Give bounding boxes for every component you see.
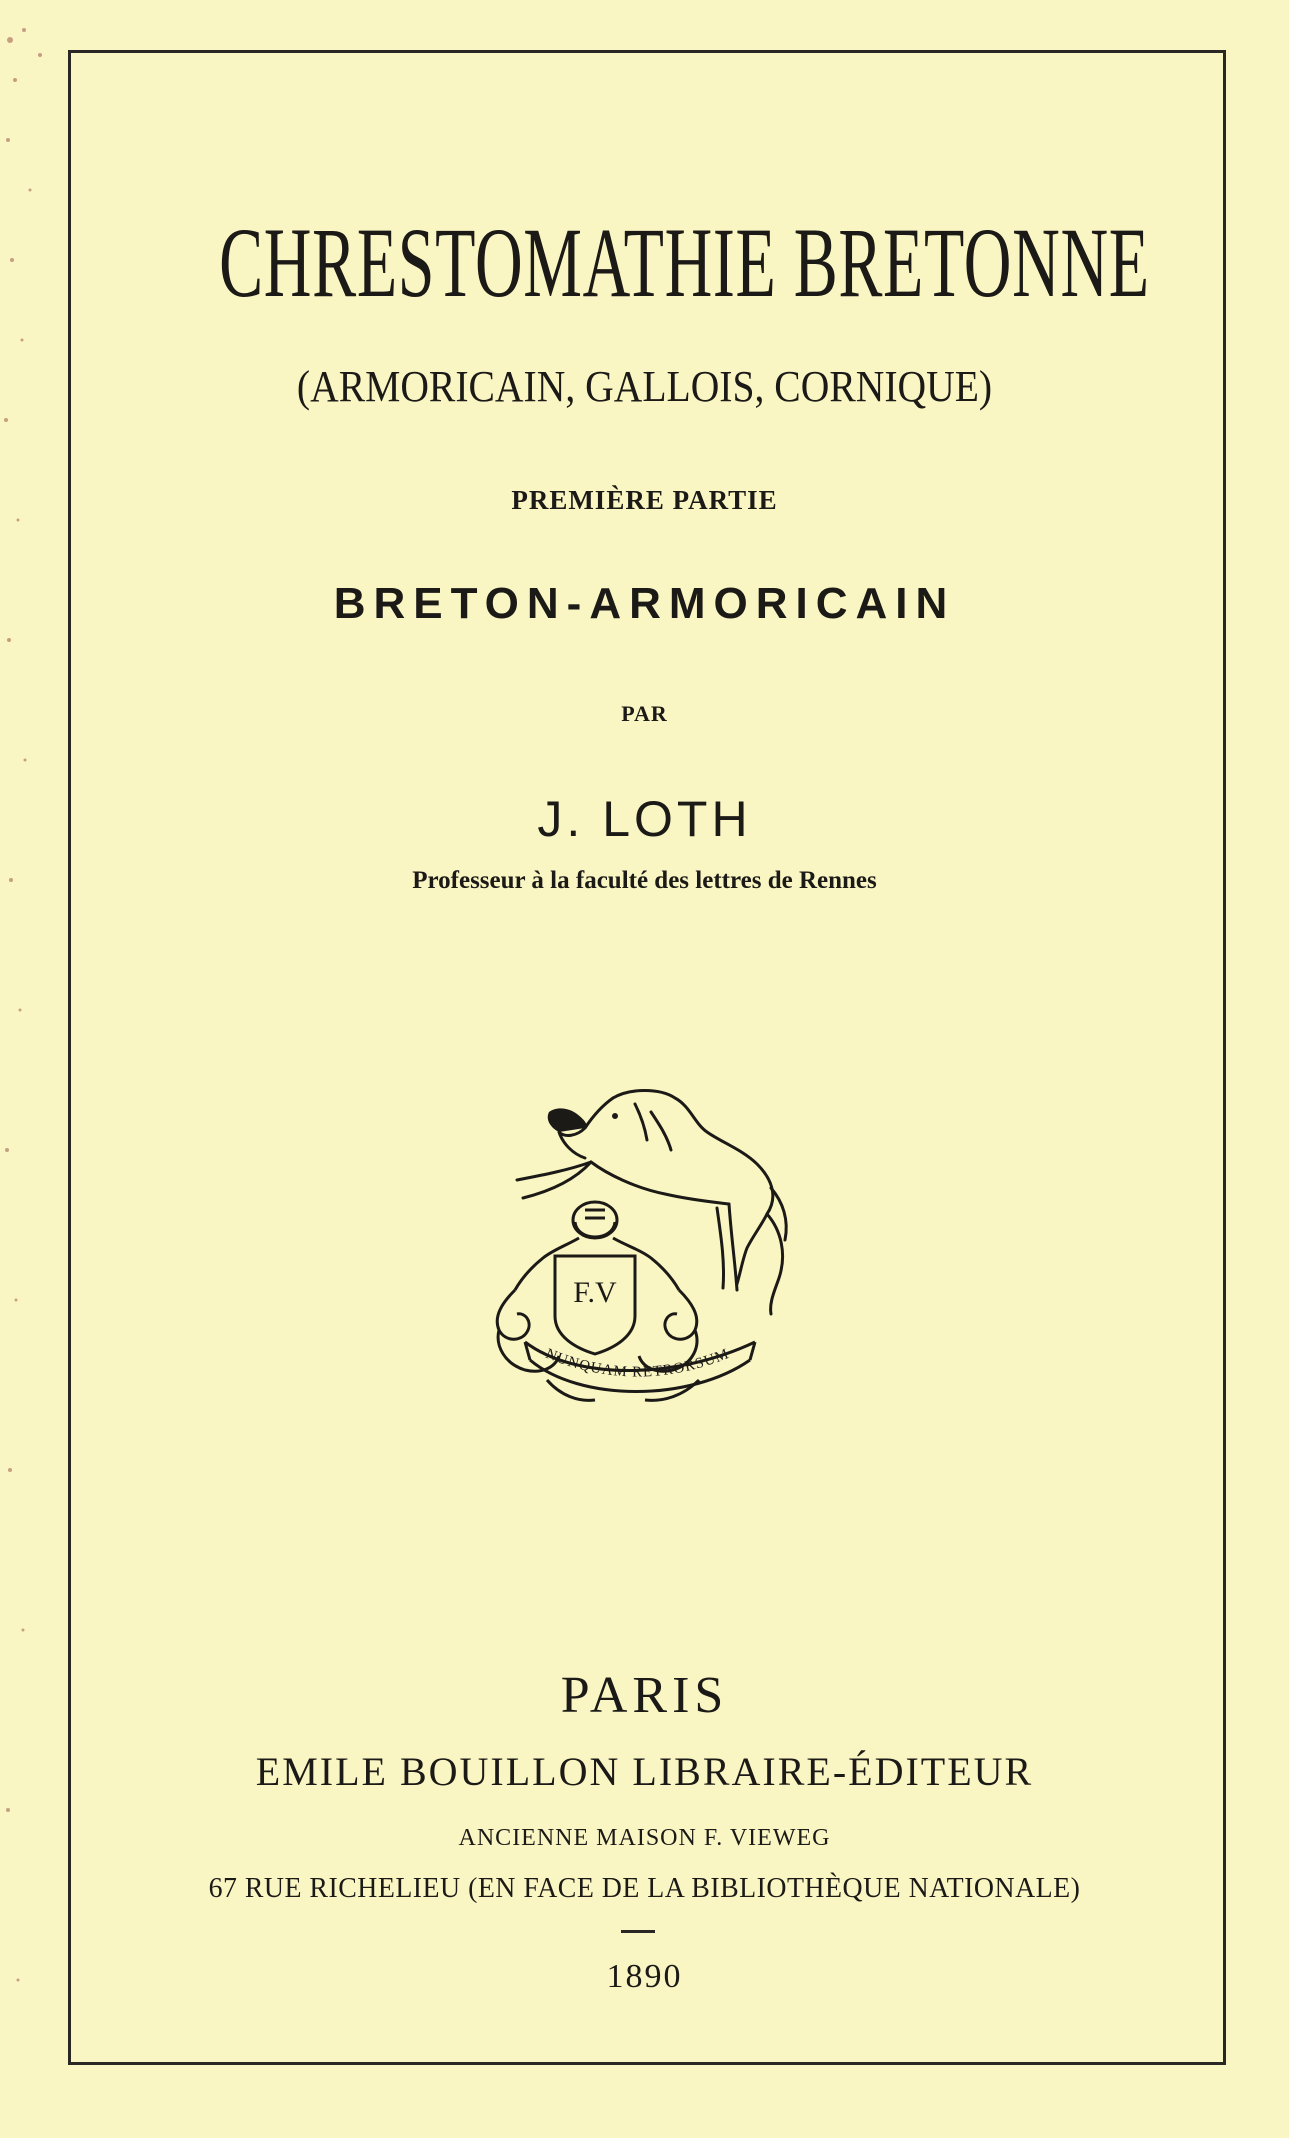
imprint-address: 67 RUE RICHELIEU (EN FACE DE LA BIBLIOTHÈQUE NATIONALE) <box>208 1872 1081 1904</box>
crest-motto: NUNQUAM RETRORSUM <box>543 1345 732 1381</box>
imprint-city: PARIS <box>560 1667 729 1724</box>
imprint-rule <box>621 1930 655 1933</box>
horse-crest-icon <box>485 1080 790 1425</box>
book-subtitle: (ARMORICAIN, GALLOIS, CORNIQUE) <box>296 362 993 411</box>
part-label: PREMIÈRE PARTIE <box>511 485 778 515</box>
crest-monogram: F.V <box>573 1276 617 1309</box>
by-label: PAR <box>621 701 668 726</box>
svg-text:NUNQUAM RETRORSUM <box>543 1346 731 1381</box>
book-title: CHRESTOMATHIE BRETONNE <box>219 207 1150 318</box>
imprint-publisher: EMILE BOUILLON LIBRAIRE-ÉDITEUR <box>255 1749 1034 1794</box>
publication-year: 1890 <box>606 1958 683 1995</box>
part-title: BRETON-ARMORICAIN <box>333 579 956 628</box>
author-affiliation: Professeur à la faculté des lettres de Rennes <box>412 867 877 894</box>
author-name: J. LOTH <box>537 791 752 847</box>
imprint-former-house: ANCIENNE MAISON F. VIEWEG <box>458 1825 831 1851</box>
